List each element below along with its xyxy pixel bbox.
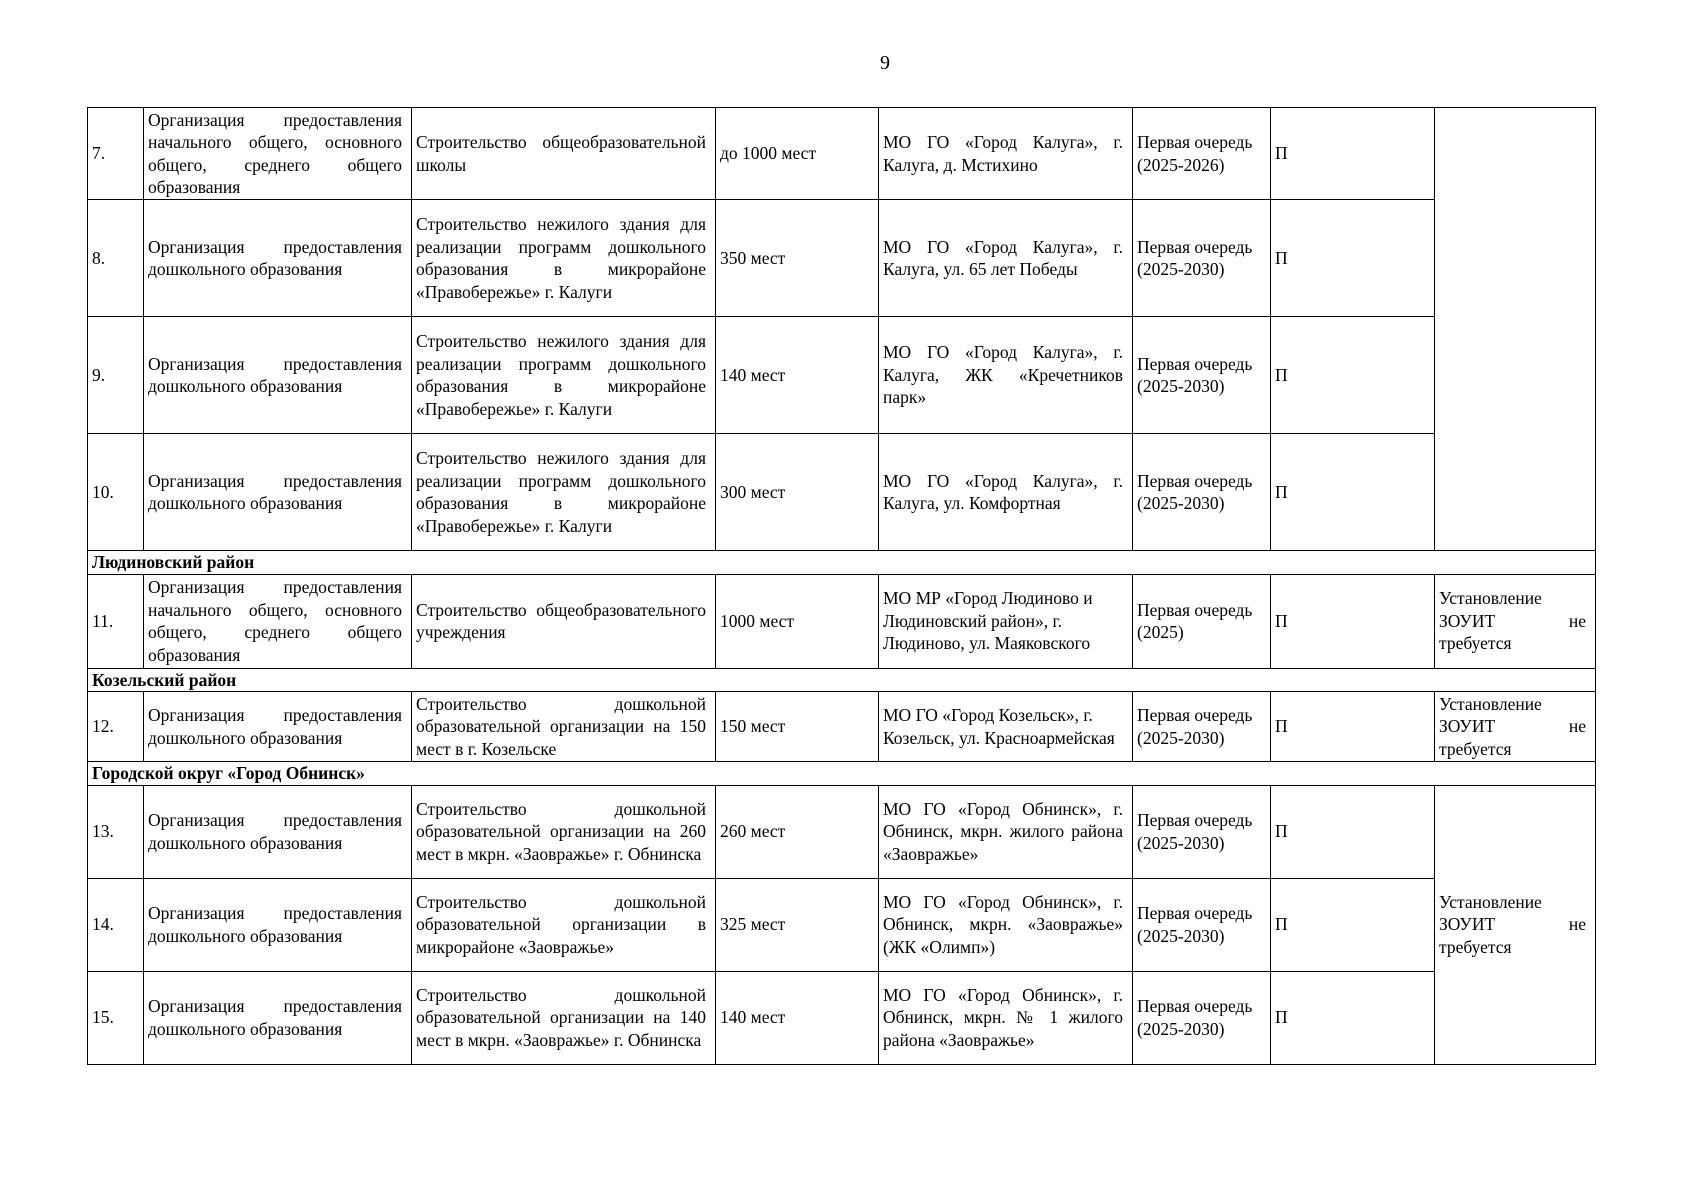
status-cell: П (1271, 692, 1435, 762)
status-cell: П (1271, 878, 1435, 971)
note-cell: Установление ЗОУИТ не требуется (1435, 574, 1596, 668)
purpose-cell: Организация предоставления дошкольного образования (144, 785, 412, 878)
purpose-cell: Организация предоставления начального общего, основного общего, среднего общего образования (144, 108, 412, 200)
status-cell: П (1271, 785, 1435, 878)
table-row (88, 434, 1596, 551)
location-cell: МО ГО «Город Обнинск», г. Обнинск, мкрн. «Заовражье» (ЖК «Олимп») (879, 878, 1133, 971)
status-cell: П (1271, 200, 1435, 317)
object-cell: Строительство нежилого здания для реализации программ дошкольного образования в микрорайоне «Правобережье» г. Калуги (412, 434, 716, 551)
object-cell: Строительство дошкольной образовательной организации на 260 мест в мкрн. «Заовражье» г. Обнинска (412, 785, 716, 878)
location-cell: МО ГО «Город Калуга», г. Калуга, ЖК «Кречетников парк» (879, 317, 1133, 434)
status-cell: П (1271, 574, 1435, 668)
row-number: 14. (88, 878, 144, 971)
table-row (88, 317, 1596, 434)
section-heading: Городской округ «Город Обнинск» (88, 762, 1596, 786)
table-row (88, 785, 1596, 878)
stage-cell: Первая очередь (2025-2030) (1133, 971, 1271, 1064)
status-cell: П (1271, 434, 1435, 551)
location-cell: МО ГО «Город Калуга», г. Калуга, ул. Комфортная (879, 434, 1133, 551)
section-row (88, 762, 1596, 786)
purpose-cell: Организация предоставления дошкольного образования (144, 692, 412, 762)
row-number: 12. (88, 692, 144, 762)
capacity-cell: 140 мест (716, 971, 879, 1064)
stage-cell: Первая очередь (2025-2030) (1133, 692, 1271, 762)
row-number: 8. (88, 200, 144, 317)
location-cell: МО ГО «Город Калуга», г. Калуга, ул. 65 лет Победы (879, 200, 1133, 317)
section-heading: Козельский район (88, 668, 1596, 692)
table-row (88, 971, 1596, 1064)
row-number: 11. (88, 574, 144, 668)
object-cell: Строительство общеобразовательной школы (412, 108, 716, 200)
table-row (88, 692, 1596, 762)
purpose-cell: Организация предоставления дошкольного образования (144, 200, 412, 317)
capacity-cell: до 1000 мест (716, 108, 879, 200)
objects-table (87, 107, 1596, 1065)
row-number: 13. (88, 785, 144, 878)
capacity-cell: 300 мест (716, 434, 879, 551)
purpose-cell: Организация предоставления дошкольного образования (144, 878, 412, 971)
row-number: 15. (88, 971, 144, 1064)
note-cell-empty (1435, 108, 1596, 551)
status-cell: П (1271, 108, 1435, 200)
section-row (88, 551, 1596, 575)
stage-cell: Первая очередь (2025-2030) (1133, 785, 1271, 878)
stage-cell: Первая очередь (2025-2030) (1133, 200, 1271, 317)
purpose-cell: Организация предоставления дошкольного образования (144, 434, 412, 551)
capacity-cell: 350 мест (716, 200, 879, 317)
section-row (88, 668, 1596, 692)
section-heading: Людиновский район (88, 551, 1596, 575)
location-cell: МО ГО «Город Обнинск», г. Обнинск, мкрн. № 1 жилого района «Заовражье» (879, 971, 1133, 1064)
table-row (88, 878, 1596, 971)
stage-cell: Первая очередь (2025-2030) (1133, 317, 1271, 434)
stage-cell: Первая очередь (2025-2026) (1133, 108, 1271, 200)
object-cell: Строительство дошкольной образовательной организации в микрорайоне «Заовражье» (412, 878, 716, 971)
stage-cell: Первая очередь (2025) (1133, 574, 1271, 668)
location-cell: МО ГО «Город Калуга», г. Калуга, д. Мстихино (879, 108, 1133, 200)
table-row (88, 108, 1596, 200)
capacity-cell: 260 мест (716, 785, 879, 878)
purpose-cell: Организация предоставления начального общего, основного общего, среднего общего образования (144, 574, 412, 668)
location-cell: МО ГО «Город Обнинск», г. Обнинск, мкрн. жилого района «Заовражье» (879, 785, 1133, 878)
purpose-cell: Организация предоставления дошкольного образования (144, 317, 412, 434)
status-cell: П (1271, 317, 1435, 434)
purpose-cell: Организация предоставления дошкольного образования (144, 971, 412, 1064)
status-cell: П (1271, 971, 1435, 1064)
capacity-cell: 325 мест (716, 878, 879, 971)
row-number: 7. (88, 108, 144, 200)
object-cell: Строительство нежилого здания для реализации программ дошкольного образования в микрорайоне «Правобережье» г. Калуги (412, 317, 716, 434)
table-row (88, 574, 1596, 668)
note-cell: Установление ЗОУИТ не требуется (1435, 692, 1596, 762)
row-number: 9. (88, 317, 144, 434)
stage-cell: Первая очередь (2025-2030) (1133, 434, 1271, 551)
capacity-cell: 150 мест (716, 692, 879, 762)
object-cell: Строительство дошкольной образовательной организации на 140 мест в мкрн. «Заовражье» г. Обнинска (412, 971, 716, 1064)
location-cell: МО ГО «Город Козельск», г. Козельск, ул. Красноармейская (879, 692, 1133, 762)
page-number: 9 (880, 52, 890, 74)
location-cell: МО МР «Город Людиново и Людиновский район», г. Людиново, ул. Маяковского (879, 574, 1133, 668)
object-cell: Строительство нежилого здания для реализации программ дошкольного образования в микрорайоне «Правобережье» г. Калуги (412, 200, 716, 317)
object-cell: Строительство общеобразовательного учреждения (412, 574, 716, 668)
capacity-cell: 140 мест (716, 317, 879, 434)
note-cell: Установление ЗОУИТ не требуется (1435, 785, 1596, 1064)
object-cell: Строительство дошкольной образовательной организации на 150 мест в г. Козельске (412, 692, 716, 762)
capacity-cell: 1000 мест (716, 574, 879, 668)
stage-cell: Первая очередь (2025-2030) (1133, 878, 1271, 971)
row-number: 10. (88, 434, 144, 551)
table-row (88, 200, 1596, 317)
